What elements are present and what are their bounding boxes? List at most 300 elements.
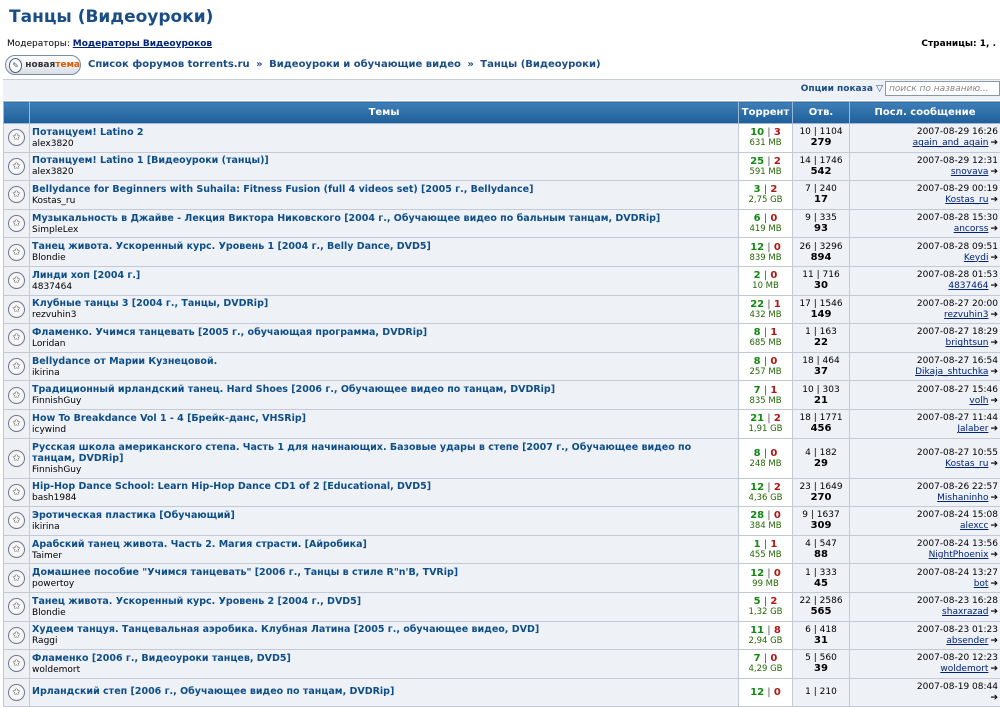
topic-author[interactable]: 4837464 — [32, 282, 736, 292]
views-count: 149 — [795, 309, 847, 320]
views-count: 37 — [795, 366, 847, 377]
replies-cell — [793, 650, 850, 679]
last-post-cell — [850, 381, 1000, 410]
star-icon: ✩ — [8, 484, 25, 501]
table-row[interactable] — [4, 438, 1000, 478]
torrent-size[interactable]: 4,29 GB — [741, 664, 790, 674]
new-topic-label-b: тема — [55, 60, 80, 70]
topic-author[interactable]: Blondie — [32, 608, 736, 618]
topic-title-link[interactable]: How To Breakdance Vol 1 - 4 [Брейк-данс, VHSRip] — [32, 413, 736, 424]
last-post-time: 2007-08-29 12:31 — [852, 156, 998, 166]
topic-icon-cell — [4, 478, 30, 507]
leechers-count: 1 — [774, 299, 781, 310]
arrow-icon[interactable]: ➔ — [990, 195, 998, 205]
last-post-user[interactable]: Kostas_ru — [945, 195, 988, 205]
topic-title-link[interactable]: Эротическая пластика [Обучающий] — [32, 510, 736, 521]
star-icon: ✩ — [8, 541, 25, 558]
seed-separator: | — [764, 482, 774, 493]
torrent-cell — [739, 535, 793, 564]
torrent-size[interactable]: 4,36 GB — [741, 493, 790, 503]
replies-count: 26 | 3296 — [795, 242, 847, 252]
replies-cell — [793, 295, 850, 324]
last-post-time: 2007-08-27 10:55 — [852, 448, 998, 458]
torrent-cell — [739, 124, 793, 153]
arrow-icon[interactable]: ➔ — [990, 253, 998, 263]
seeders-count: 12 — [750, 687, 764, 698]
topic-icon-cell — [4, 209, 30, 238]
seeders-count: 5 — [754, 596, 761, 607]
last-post-cell — [850, 650, 1000, 679]
last-post-user[interactable]: Dikaja_shtuchka — [915, 367, 988, 377]
topic-icon-cell — [4, 409, 30, 438]
seeders-count: 12 — [750, 242, 764, 253]
topic-cell — [30, 381, 739, 410]
seeders-count: 8 — [754, 327, 761, 338]
arrow-icon[interactable]: ➔ — [990, 579, 998, 589]
star-icon: ✩ — [8, 129, 25, 146]
replies-cell — [793, 438, 850, 478]
topic-icon-cell — [4, 535, 30, 564]
topic-author[interactable]: Raggi — [32, 636, 736, 646]
last-post-user[interactable]: woldemort — [940, 664, 988, 674]
torrent-cell — [739, 438, 793, 478]
star-icon: ✩ — [8, 570, 25, 587]
header-torrent: Торрент — [739, 102, 793, 124]
table-row[interactable] — [4, 352, 1000, 381]
last-post-time: 2007-08-27 11:44 — [852, 413, 998, 423]
leechers-count: 0 — [770, 356, 777, 367]
seeders-count: 11 — [750, 625, 764, 636]
table-row[interactable] — [4, 181, 1000, 210]
topic-title-link[interactable]: Арабский танец живота. Часть 2. Магия страсти. [Айробика] — [32, 539, 736, 550]
topic-author[interactable]: rezvuhin3 — [32, 310, 736, 320]
torrent-size[interactable]: 1,91 GB — [741, 424, 790, 434]
leechers-count: 2 — [774, 156, 781, 167]
arrow-icon[interactable]: ➔ — [990, 693, 998, 703]
torrent-cell — [739, 152, 793, 181]
table-row[interactable] — [4, 152, 1000, 181]
last-post-time: 2007-08-28 09:51 — [852, 242, 998, 252]
star-icon: ✩ — [8, 655, 25, 672]
torrent-size[interactable]: 248 MB — [741, 459, 790, 469]
torrent-cell — [739, 181, 793, 210]
replies-cell — [793, 621, 850, 650]
topic-title-link[interactable]: Потанцуем! Latino 1 [Видеоуроки (танцы)] — [32, 155, 736, 166]
views-count: 309 — [795, 520, 847, 531]
topic-cell — [30, 478, 739, 507]
topic-cell — [30, 650, 739, 679]
table-row[interactable] — [4, 209, 1000, 238]
seeders-count: 1 — [754, 539, 761, 550]
torrent-size[interactable]: 384 MB — [741, 521, 790, 531]
last-post-time: 2007-08-26 22:57 — [852, 482, 998, 492]
replies-cell — [793, 266, 850, 295]
topic-author[interactable]: alex3820 — [32, 167, 736, 177]
topic-cell — [30, 152, 739, 181]
replies-cell — [793, 238, 850, 267]
seed-separator: | — [764, 625, 774, 636]
seeders-count: 8 — [754, 356, 761, 367]
torrent-cell — [739, 650, 793, 679]
arrow-icon[interactable]: ➔ — [990, 167, 998, 177]
topics-table — [3, 101, 1000, 707]
breadcrumb-forums[interactable]: Список форумов torrents.ru — [88, 59, 250, 70]
topic-title-link[interactable]: Традиционный ирландский танец. Hard Shoes [2006 г., Обучающее видео по танцам, DVDRip] — [32, 384, 736, 395]
arrow-icon[interactable]: ➔ — [990, 396, 998, 406]
leechers-count: 2 — [770, 184, 777, 195]
last-post-cell — [850, 592, 1000, 621]
table-row[interactable] — [4, 238, 1000, 267]
last-post-user[interactable]: absender — [946, 636, 988, 646]
topic-cell — [30, 564, 739, 593]
leechers-count: 2 — [770, 596, 777, 607]
topic-title-link[interactable]: Ирландский степ [2006 г., Обучающее видео по танцам, DVDRip] — [32, 686, 736, 697]
seed-separator: | — [761, 385, 771, 396]
topic-title-link[interactable]: Танец живота. Ускоренный курс. Уровень 1 [2004 г., Belly Dance, DVD5] — [32, 241, 736, 252]
table-row[interactable] — [4, 678, 1000, 707]
breadcrumb-video[interactable]: Видеоуроки и обучающие видео — [269, 59, 461, 70]
last-post-user[interactable]: ancorss — [954, 224, 989, 234]
topic-author[interactable]: FinnishGuy — [32, 465, 736, 475]
arrow-icon[interactable]: ➔ — [990, 367, 998, 377]
replies-count: 6 | 418 — [795, 625, 847, 635]
torrent-size[interactable]: 591 MB — [741, 167, 790, 177]
last-post-time: 2007-08-27 20:00 — [852, 299, 998, 309]
topic-icon-cell — [4, 266, 30, 295]
topic-title-link[interactable]: Домашнее пособие "Учимся танцевать" [2006 г., Танцы в стиле R"n'B, TVRip] — [32, 567, 736, 578]
replies-cell — [793, 152, 850, 181]
leechers-count: 0 — [770, 213, 777, 224]
torrent-cell — [739, 478, 793, 507]
last-post-user[interactable]: again_and_again — [913, 138, 989, 148]
table-row[interactable] — [4, 650, 1000, 679]
topic-author[interactable]: powertoy — [32, 579, 736, 589]
leechers-count: 0 — [774, 687, 781, 698]
topic-title-link[interactable]: Фламенко [2006 г., Видеоуроки танцев, DVD5] — [32, 653, 736, 664]
table-row[interactable] — [4, 324, 1000, 353]
torrent-cell — [739, 621, 793, 650]
views-count: 45 — [795, 578, 847, 589]
arrow-icon[interactable]: ➔ — [990, 550, 998, 560]
seed-separator: | — [764, 687, 774, 698]
topic-cell — [30, 678, 739, 707]
last-post-cell — [850, 152, 1000, 181]
seeders-count: 7 — [754, 385, 761, 396]
torrent-cell — [739, 209, 793, 238]
table-row[interactable] — [4, 564, 1000, 593]
leechers-count: 0 — [770, 270, 777, 281]
views-count: 270 — [795, 492, 847, 503]
seeders-count: 25 — [750, 156, 764, 167]
torrent-size[interactable]: 455 MB — [741, 550, 790, 560]
display-options-button[interactable]: Опции показа ▽ — [801, 84, 883, 94]
torrent-size[interactable]: 99 MB — [741, 579, 790, 589]
arrow-icon[interactable]: ➔ — [990, 424, 998, 434]
topic-title-link[interactable]: Линди хоп [2004 г.] — [32, 270, 736, 281]
star-icon: ✩ — [8, 627, 25, 644]
views-count: 22 — [795, 337, 847, 348]
options-bar — [3, 79, 1000, 100]
seeders-count: 3 — [754, 184, 761, 195]
last-post-time: 2007-08-27 16:54 — [852, 356, 998, 366]
new-topic-button[interactable] — [5, 55, 81, 75]
last-post-cell — [850, 324, 1000, 353]
seed-separator: | — [761, 596, 771, 607]
replies-cell — [793, 409, 850, 438]
views-count: 565 — [795, 606, 847, 617]
topic-author[interactable]: SimpleLex — [32, 225, 736, 235]
star-icon: ✩ — [8, 358, 25, 375]
last-post-time: 2007-08-23 01:23 — [852, 625, 998, 635]
torrent-cell — [739, 409, 793, 438]
star-icon: ✩ — [8, 684, 25, 701]
topic-author[interactable]: FinnishGuy — [32, 396, 736, 406]
views-count: 17 — [795, 194, 847, 205]
replies-cell — [793, 381, 850, 410]
topic-icon-cell — [4, 507, 30, 536]
last-post-time: 2007-08-19 08:44 — [852, 682, 998, 692]
topic-author[interactable]: ikirina — [32, 368, 736, 378]
torrent-size[interactable]: 685 MB — [741, 338, 790, 348]
seed-separator: | — [761, 356, 771, 367]
replies-cell — [793, 181, 850, 210]
moderators-link[interactable]: Модераторы Видеоуроков — [73, 39, 212, 49]
last-post-user[interactable]: Mishaninho — [937, 493, 988, 503]
last-post-time: 2007-08-29 16:26 — [852, 127, 998, 137]
star-icon: ✩ — [8, 186, 25, 203]
arrow-icon[interactable]: ➔ — [990, 281, 998, 291]
views-count: 31 — [795, 635, 847, 646]
topic-title-link[interactable]: Bellydance от Марии Кузнецовой. — [32, 356, 736, 367]
seed-separator: | — [761, 213, 771, 224]
arrow-icon[interactable]: ➔ — [990, 310, 998, 320]
replies-count: 10 | 1104 — [795, 127, 847, 137]
topic-author[interactable]: icywind — [32, 425, 736, 435]
topic-cell — [30, 124, 739, 153]
last-post-cell — [850, 621, 1000, 650]
topic-title-link[interactable]: Танец живота. Ускоренный курс. Уровень 2 [2004 г., DVD5] — [32, 596, 736, 607]
last-post-cell — [850, 478, 1000, 507]
arrow-icon[interactable]: ➔ — [990, 664, 998, 674]
topic-cell — [30, 592, 739, 621]
views-count: 894 — [795, 252, 847, 263]
star-icon: ✩ — [8, 272, 25, 289]
pagination[interactable]: Страницы: 1, . — [921, 39, 996, 49]
topic-title-link[interactable]: Bellydance for Beginners with Suhaila: Fitness Fusion (full 4 videos set) [2005 г., Bellydance] — [32, 184, 736, 195]
torrent-size[interactable]: 2,75 GB — [741, 195, 790, 205]
last-post-user[interactable]: alexcc — [960, 521, 988, 531]
topic-cell — [30, 324, 739, 353]
replies-count: 18 | 1771 — [795, 413, 847, 423]
last-post-user[interactable]: volh — [969, 396, 988, 406]
topic-cell — [30, 209, 739, 238]
views-count: 279 — [795, 137, 847, 148]
seed-separator: | — [761, 653, 771, 664]
topic-cell — [30, 621, 739, 650]
header-replies: Отв. — [793, 102, 850, 124]
topic-icon-cell — [4, 381, 30, 410]
topic-icon-cell — [4, 438, 30, 478]
topic-title-link[interactable]: Клубные танцы 3 [2004 г., Танцы, DVDRip] — [32, 298, 736, 309]
topic-title-link[interactable]: Фламенко. Учимся танцевать [2005 г., обучающая программа, DVDRip] — [32, 327, 736, 338]
last-post-time: 2007-08-24 15:08 — [852, 510, 998, 520]
torrent-size[interactable]: 839 MB — [741, 253, 790, 263]
topic-icon-cell — [4, 295, 30, 324]
topic-title-link[interactable]: Худеем танцуя. Танцевальная аэробика. Клубная Латина [2005 г., обучающее видео, DVD] — [32, 624, 736, 635]
torrent-size[interactable]: 631 MB — [741, 138, 790, 148]
last-post-cell — [850, 266, 1000, 295]
header-icon — [4, 102, 30, 124]
arrow-icon[interactable]: ➔ — [990, 138, 998, 148]
last-post-user[interactable]: bot — [974, 579, 989, 589]
torrent-size[interactable]: 835 MB — [741, 396, 790, 406]
topic-icon-cell — [4, 650, 30, 679]
topic-author[interactable]: alex3820 — [32, 139, 736, 149]
torrent-cell — [739, 678, 793, 707]
leechers-count: 0 — [770, 448, 777, 459]
torrent-size[interactable]: 419 MB — [741, 224, 790, 234]
torrent-cell — [739, 238, 793, 267]
seeders-count: 28 — [750, 510, 764, 521]
star-icon: ✩ — [8, 598, 25, 615]
seed-separator: | — [761, 448, 771, 459]
torrent-cell — [739, 592, 793, 621]
views-count: 21 — [795, 395, 847, 406]
topic-icon-cell — [4, 152, 30, 181]
star-icon: ✩ — [8, 415, 25, 432]
last-post-user[interactable]: rezvuhin3 — [944, 310, 988, 320]
table-row[interactable] — [4, 621, 1000, 650]
last-post-user[interactable]: shaxrazad — [942, 607, 988, 617]
last-post-time: 2007-08-24 13:27 — [852, 568, 998, 578]
last-post-user[interactable]: Kostas_ru — [945, 459, 988, 469]
table-row[interactable] — [4, 409, 1000, 438]
torrent-size[interactable]: 432 MB — [741, 310, 790, 320]
last-post-user[interactable]: 4837464 — [948, 281, 988, 291]
replies-count: 22 | 2586 — [795, 596, 847, 606]
seeders-count: 7 — [754, 653, 761, 664]
table-row[interactable] — [4, 507, 1000, 536]
last-post-user[interactable]: Keydi — [964, 253, 989, 263]
replies-cell — [793, 507, 850, 536]
arrow-icon[interactable]: ➔ — [990, 224, 998, 234]
arrow-icon[interactable]: ➔ — [990, 493, 998, 503]
seeders-count: 8 — [754, 448, 761, 459]
table-row[interactable] — [4, 592, 1000, 621]
topic-title-link[interactable]: Потанцуем! Latino 2 — [32, 127, 736, 138]
topic-cell — [30, 238, 739, 267]
star-icon: ✩ — [8, 244, 25, 261]
arrow-icon[interactable]: ➔ — [990, 607, 998, 617]
star-icon: ✩ — [8, 215, 25, 232]
last-post-cell — [850, 181, 1000, 210]
topic-author[interactable]: ikirina — [32, 522, 736, 532]
topic-icon-cell — [4, 678, 30, 707]
topic-author[interactable]: woldemort — [32, 665, 736, 675]
arrow-icon[interactable]: ➔ — [990, 338, 998, 348]
topic-title-link[interactable]: Русская школа американского степа. Часть 1 для начинающих. Базовые удары в степе [2007 г., Обучающее видео по танцам, DVDRip] — [32, 442, 736, 464]
topic-author[interactable]: Kostas_ru — [32, 196, 736, 206]
views-count: 29 — [795, 458, 847, 469]
replies-cell — [793, 124, 850, 153]
seed-separator: | — [764, 299, 774, 310]
topic-title-link[interactable]: Музыкальность в Джайве - Лекция Виктора Никовского [2004 г., Обучающее видео по бальным танцам, DVDRip] — [32, 213, 736, 224]
torrent-cell — [739, 295, 793, 324]
leechers-count: 3 — [774, 127, 781, 138]
breadcrumb-dance[interactable]: Танцы (Видеоуроки) — [480, 59, 600, 70]
torrent-cell — [739, 507, 793, 536]
breadcrumb-separator: » — [467, 59, 473, 70]
star-icon: ✩ — [8, 512, 25, 529]
table-row[interactable] — [4, 295, 1000, 324]
topic-cell — [30, 535, 739, 564]
last-post-cell — [850, 352, 1000, 381]
table-row[interactable] — [4, 535, 1000, 564]
moderators-line — [7, 39, 212, 49]
replies-count: 23 | 1649 — [795, 482, 847, 492]
replies-count: 14 | 1746 — [795, 156, 847, 166]
last-post-cell — [850, 678, 1000, 707]
last-post-time: 2007-08-20 12:23 — [852, 653, 998, 663]
topic-author[interactable]: Taimer — [32, 551, 736, 561]
torrent-size[interactable]: 10 MB — [741, 281, 790, 291]
torrent-size[interactable]: 2,94 GB — [741, 636, 790, 646]
torrent-cell — [739, 381, 793, 410]
replies-cell — [793, 535, 850, 564]
torrent-cell — [739, 352, 793, 381]
topic-author[interactable]: bash1984 — [32, 493, 736, 503]
replies-cell — [793, 678, 850, 707]
topic-icon-cell — [4, 592, 30, 621]
last-post-cell — [850, 535, 1000, 564]
seed-separator: | — [764, 156, 774, 167]
topic-author[interactable]: Blondie — [32, 253, 736, 263]
last-post-time: 2007-08-27 18:29 — [852, 327, 998, 337]
table-row[interactable] — [4, 381, 1000, 410]
last-post-time: 2007-08-28 15:30 — [852, 213, 998, 223]
seed-separator: | — [761, 270, 771, 281]
topic-author[interactable]: Loridan — [32, 339, 736, 349]
seed-separator: | — [764, 568, 774, 579]
replies-count: 4 | 182 — [795, 448, 847, 458]
table-row[interactable] — [4, 478, 1000, 507]
last-post-user[interactable]: Jalaber — [957, 424, 988, 434]
last-post-user[interactable]: brightsun — [945, 338, 988, 348]
last-post-user[interactable]: snovava — [951, 167, 989, 177]
search-input[interactable]: поиск по названию... — [885, 81, 1000, 96]
torrent-cell — [739, 324, 793, 353]
topic-icon-cell — [4, 181, 30, 210]
topic-cell — [30, 409, 739, 438]
replies-count: 5 | 560 — [795, 653, 847, 663]
star-icon: ✩ — [8, 329, 25, 346]
replies-cell — [793, 592, 850, 621]
arrow-icon[interactable]: ➔ — [990, 521, 998, 531]
replies-count: 7 | 240 — [795, 184, 847, 194]
table-row[interactable] — [4, 266, 1000, 295]
table-row[interactable] — [4, 124, 1000, 153]
torrent-size[interactable]: 1,32 GB — [741, 607, 790, 617]
arrow-icon[interactable]: ➔ — [990, 459, 998, 469]
arrow-icon[interactable]: ➔ — [990, 636, 998, 646]
topic-cell — [30, 507, 739, 536]
torrent-size[interactable]: 257 MB — [741, 367, 790, 377]
last-post-time: 2007-08-27 15:46 — [852, 385, 998, 395]
star-icon: ✩ — [8, 387, 25, 404]
topic-title-link[interactable]: Hip-Hop Dance School: Learn Hip-Hop Dance CD1 of 2 [Educational, DVD5] — [32, 481, 736, 492]
topic-icon-cell — [4, 324, 30, 353]
last-post-user[interactable]: NightPhoenix — [929, 550, 989, 560]
